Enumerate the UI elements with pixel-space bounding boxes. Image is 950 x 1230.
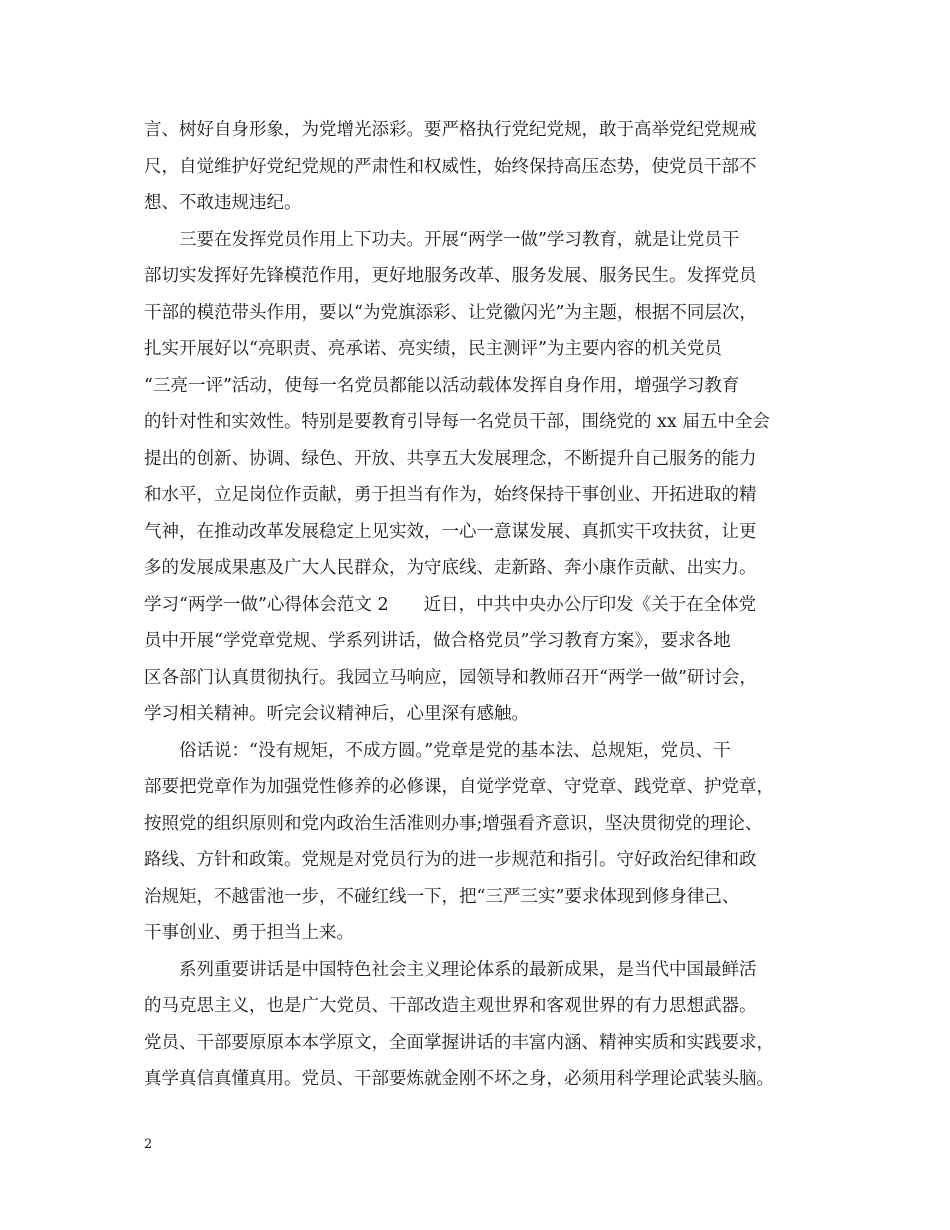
text-line: 路线、方针和政策。党规是对党员行为的进一步规范和指引。守好政治纪律和政 xyxy=(144,850,757,870)
text-line: 和水平，立足岗位作贡献，勇于担当有作为，始终保持干事创业、开拓进取的精 xyxy=(144,485,757,505)
text-line: 系列重要讲话是中国特色社会主义理论体系的最新成果，是当代中国最鲜活 xyxy=(179,959,757,980)
text-line: 提出的创新、协调、绿色、开放、共享五大发展理念，不断提升自己服务的能力 xyxy=(144,448,757,469)
text-line: 治规矩，不越雷池一步，不碰红线一下，把“三严三实”要求体现到修身律己、 xyxy=(144,886,740,907)
text-line: “三亮一评”活动，使每一名党员都能以活动载体发挥自身作用，增强学习教育 xyxy=(144,375,740,396)
text-line: 员中开展“学党章党规、学系列讲话，做合格党员”学习教育方案》，要求各地 xyxy=(144,631,731,651)
text-line: 党员、干部要原原本本学原文，全面掌握讲话的丰富内涵、精神实质和实践要求， xyxy=(144,1032,774,1053)
document-body xyxy=(144,112,824,1098)
text-line: 部切实发挥好先锋模范作用，更好地服务改革、服务发展、服务民生。发挥党员 xyxy=(144,266,757,286)
text-line: 扎实开展好以“亮职责、亮承诺、亮实绩，民主测评”为主要内容的机关党员 xyxy=(144,339,722,359)
text-line: 部要把党章作为加强党性修养的必修课，自觉学党章、守党章、践党章、护党章， xyxy=(144,777,774,797)
text-line: 真学真信真懂真用。党员、干部要炼就金刚不坏之身，必须用科学理论武装头脑。 xyxy=(144,1069,774,1089)
page-number: 2 xyxy=(144,1137,153,1152)
text-line: 的马克思主义，也是广大党员、干部改造主观世界和客观世界的有力思想武器。 xyxy=(144,996,757,1016)
text-line: 按照党的组织原则和党内政治生活准则办事;增强看齐意识，坚决贯彻党的理论、 xyxy=(144,813,763,834)
text-line: 三要在发挥党员作用上下功夫。开展“两学一做”学习教育，就是让党员干 xyxy=(179,229,740,250)
text-line: 尺，自觉维护好党纪党规的严肃性和权威性，始终保持高压态势，使党员干部不 xyxy=(144,156,757,177)
text-line: 学习“两学一做”心得体会范文 2 近日，中共中央办公厅印发《关于在全体党 xyxy=(144,594,757,615)
text-line: 多的发展成果惠及广大人民群众，为守底线、走新路、奔小康作贡献、出实力。 xyxy=(144,558,757,578)
text-line: 干部的模范带头作用，要以“为党旗添彩、让党徽闪光”为主题，根据不同层次， xyxy=(144,302,757,323)
text-line: 的针对性和实效性。特别是要教育引导每一名党员干部，围绕党的 xx 届五中全会 xyxy=(144,412,770,432)
text-line: 想、不敢违规违纪。 xyxy=(144,193,302,213)
text-line: 干事创业、勇于担当上来。 xyxy=(144,923,354,943)
text-line: 区各部门认真贯彻执行。我园立马响应，园领导和教师召开“两学一做”研讨会， xyxy=(144,667,757,688)
text-line: 学习相关精神。听完会议精神后，心里深有感触。 xyxy=(144,704,529,724)
text-line: 气神，在推动改革发展稳定上见实效，一心一意谋发展、真抓实干攻扶贫，让更 xyxy=(144,521,757,542)
text-line: 言、树好自身形象，为党增光添彩。要严格执行党纪党规，敢于高举党纪党规戒 xyxy=(144,120,757,140)
text-line: 俗话说：“没有规矩，不成方圆。”党章是党的基本法、总规矩，党员、干 xyxy=(179,740,731,761)
